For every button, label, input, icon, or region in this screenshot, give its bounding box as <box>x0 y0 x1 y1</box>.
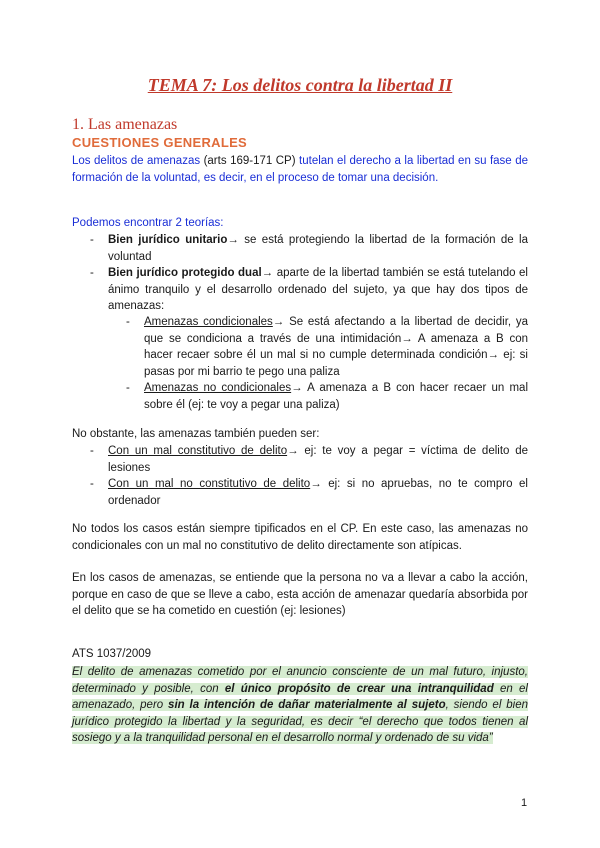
list-item: - Con un mal no constitutivo de delito→ ej: si no apruebas, no te compro el ordenador <box>90 478 528 507</box>
list-item: - Amenazas no condicionales→ A amenaza a B con hacer recaer un mal sobre él (ej: te voy a pegar una paliza) <box>126 382 528 411</box>
page-number: 1 <box>521 797 528 809</box>
intro-paragraph <box>72 153 528 186</box>
intro-text-c: tutelan el derecho a la libertad en su fase de formación de la voluntad, es decir, en el proceso de tomar una decisión. <box>72 155 528 184</box>
theories-intro: Podemos encontrar 2 teorías: <box>72 217 224 229</box>
ats-reference: ATS 1037/2009 <box>72 648 152 660</box>
type1-label: Con un mal constitutivo de delito <box>108 445 288 457</box>
type2-label: Con un mal no constitutivo de delito <box>108 478 311 490</box>
list-item: - Con un mal constitutivo de delito→ ej: te voy a pegar = víctima de delito de lesiones <box>90 445 528 474</box>
quote-bold-b: el único propósito de crear una intranquilidad <box>224 682 494 695</box>
list-item: - Bien jurídico unitario→ se está protegiendo la libertad de la formación de la voluntad <box>90 234 528 263</box>
quote-bold-d: sin la intención de dañar materialmente al sujeto <box>168 699 446 711</box>
type1-text: → ej: te voy a pegar = víctima de delito de lesiones <box>108 445 528 474</box>
sub1-text: → Se está afectando a la libertad de decidir, ya que se condiciona a través de una intimidación→ A amenaza a B con hacer recaer sobre él un mal si no cumple determinada condición→ ej: si pasas por mi barrio te pego una paliza <box>144 316 528 378</box>
intro-text-a: Los delitos de amenazas <box>72 155 204 167</box>
type2-text: → ej: si no apruebas, no te compro el ordenador <box>108 478 528 507</box>
section-heading: 1. Las amenazas <box>72 116 178 133</box>
document-title: TEMA 7: Los delitos contra la libertad II <box>147 75 453 95</box>
theory1-label: Bien jurídico unitario <box>108 234 228 246</box>
cp-paragraph: No todos los casos están siempre tipificados en el CP. En este caso, las amenazas no condicionales con un mal no constitutivo de delito directamente son atípicas. <box>72 523 528 552</box>
theory2-label: Bien jurídico protegido dual <box>108 267 262 279</box>
quote-text-a: El delito de amenazas cometido por el anuncio consciente de un mal futuro, injusto, determinado y posible, con <box>72 666 528 695</box>
jurisprudence-quote <box>72 664 528 747</box>
cases-paragraph: En los casos de amenazas, se entiende que la persona no va a llevar a cabo la acción, porque en caso de que se lleve a cabo, esta acción de amenazar quedaría absorbida por el delito que se ha cometido en cuestión (ej: lesiones) <box>72 572 528 617</box>
list-item: - Amenazas condicionales→ Se está afectando a la libertad de decidir, ya que se condiciona a través de una intimidación→ A amenaza a B con hacer recaer sobre él un mal si no cumple determinada condición→ ej: si pasas por mi barrio te pego una paliza <box>126 316 528 378</box>
amenazas-types-list <box>126 314 528 413</box>
mal-types-list <box>90 443 528 509</box>
nonetheless-paragraph: No obstante, las amenazas también pueden ser: <box>72 428 320 440</box>
sub2-text: → A amenaza a B con hacer recaer un mal sobre él (ej: te voy a pegar una paliza) <box>144 382 528 411</box>
sub1-label: Amenazas condicionales <box>144 316 273 328</box>
quote-text-e: , siendo el bien jurídico protegido la libertad y la seguridad, es decir “el derecho que todos tienen al sosiego y a la tranquilidad personal en el desarrollo normal y ordenado de su vida” <box>72 699 528 744</box>
theory1-text: → se está protegiendo la libertad de la formación de la voluntad <box>108 234 528 263</box>
quote-text-c: en el amenazado, pero <box>72 682 528 711</box>
list-item: - Bien jurídico protegido dual→ aparte de la libertad también se está tutelando el ánimo tranquilo y el desarrollo ordenado del sujeto, ya que hay dos tipos de amenazas: <box>90 267 528 312</box>
subsection-heading: CUESTIONES GENERALES <box>72 135 248 150</box>
theories-list <box>90 232 528 315</box>
intro-articles: (arts 169-171 CP) <box>203 155 296 167</box>
theory2-text: → aparte de la libertad también se está tutelando el ánimo tranquilo y el desarrollo ordenado del sujeto, ya que hay dos tipos de amenazas: <box>108 267 528 312</box>
sub2-label: Amenazas no condicionales <box>144 382 292 394</box>
